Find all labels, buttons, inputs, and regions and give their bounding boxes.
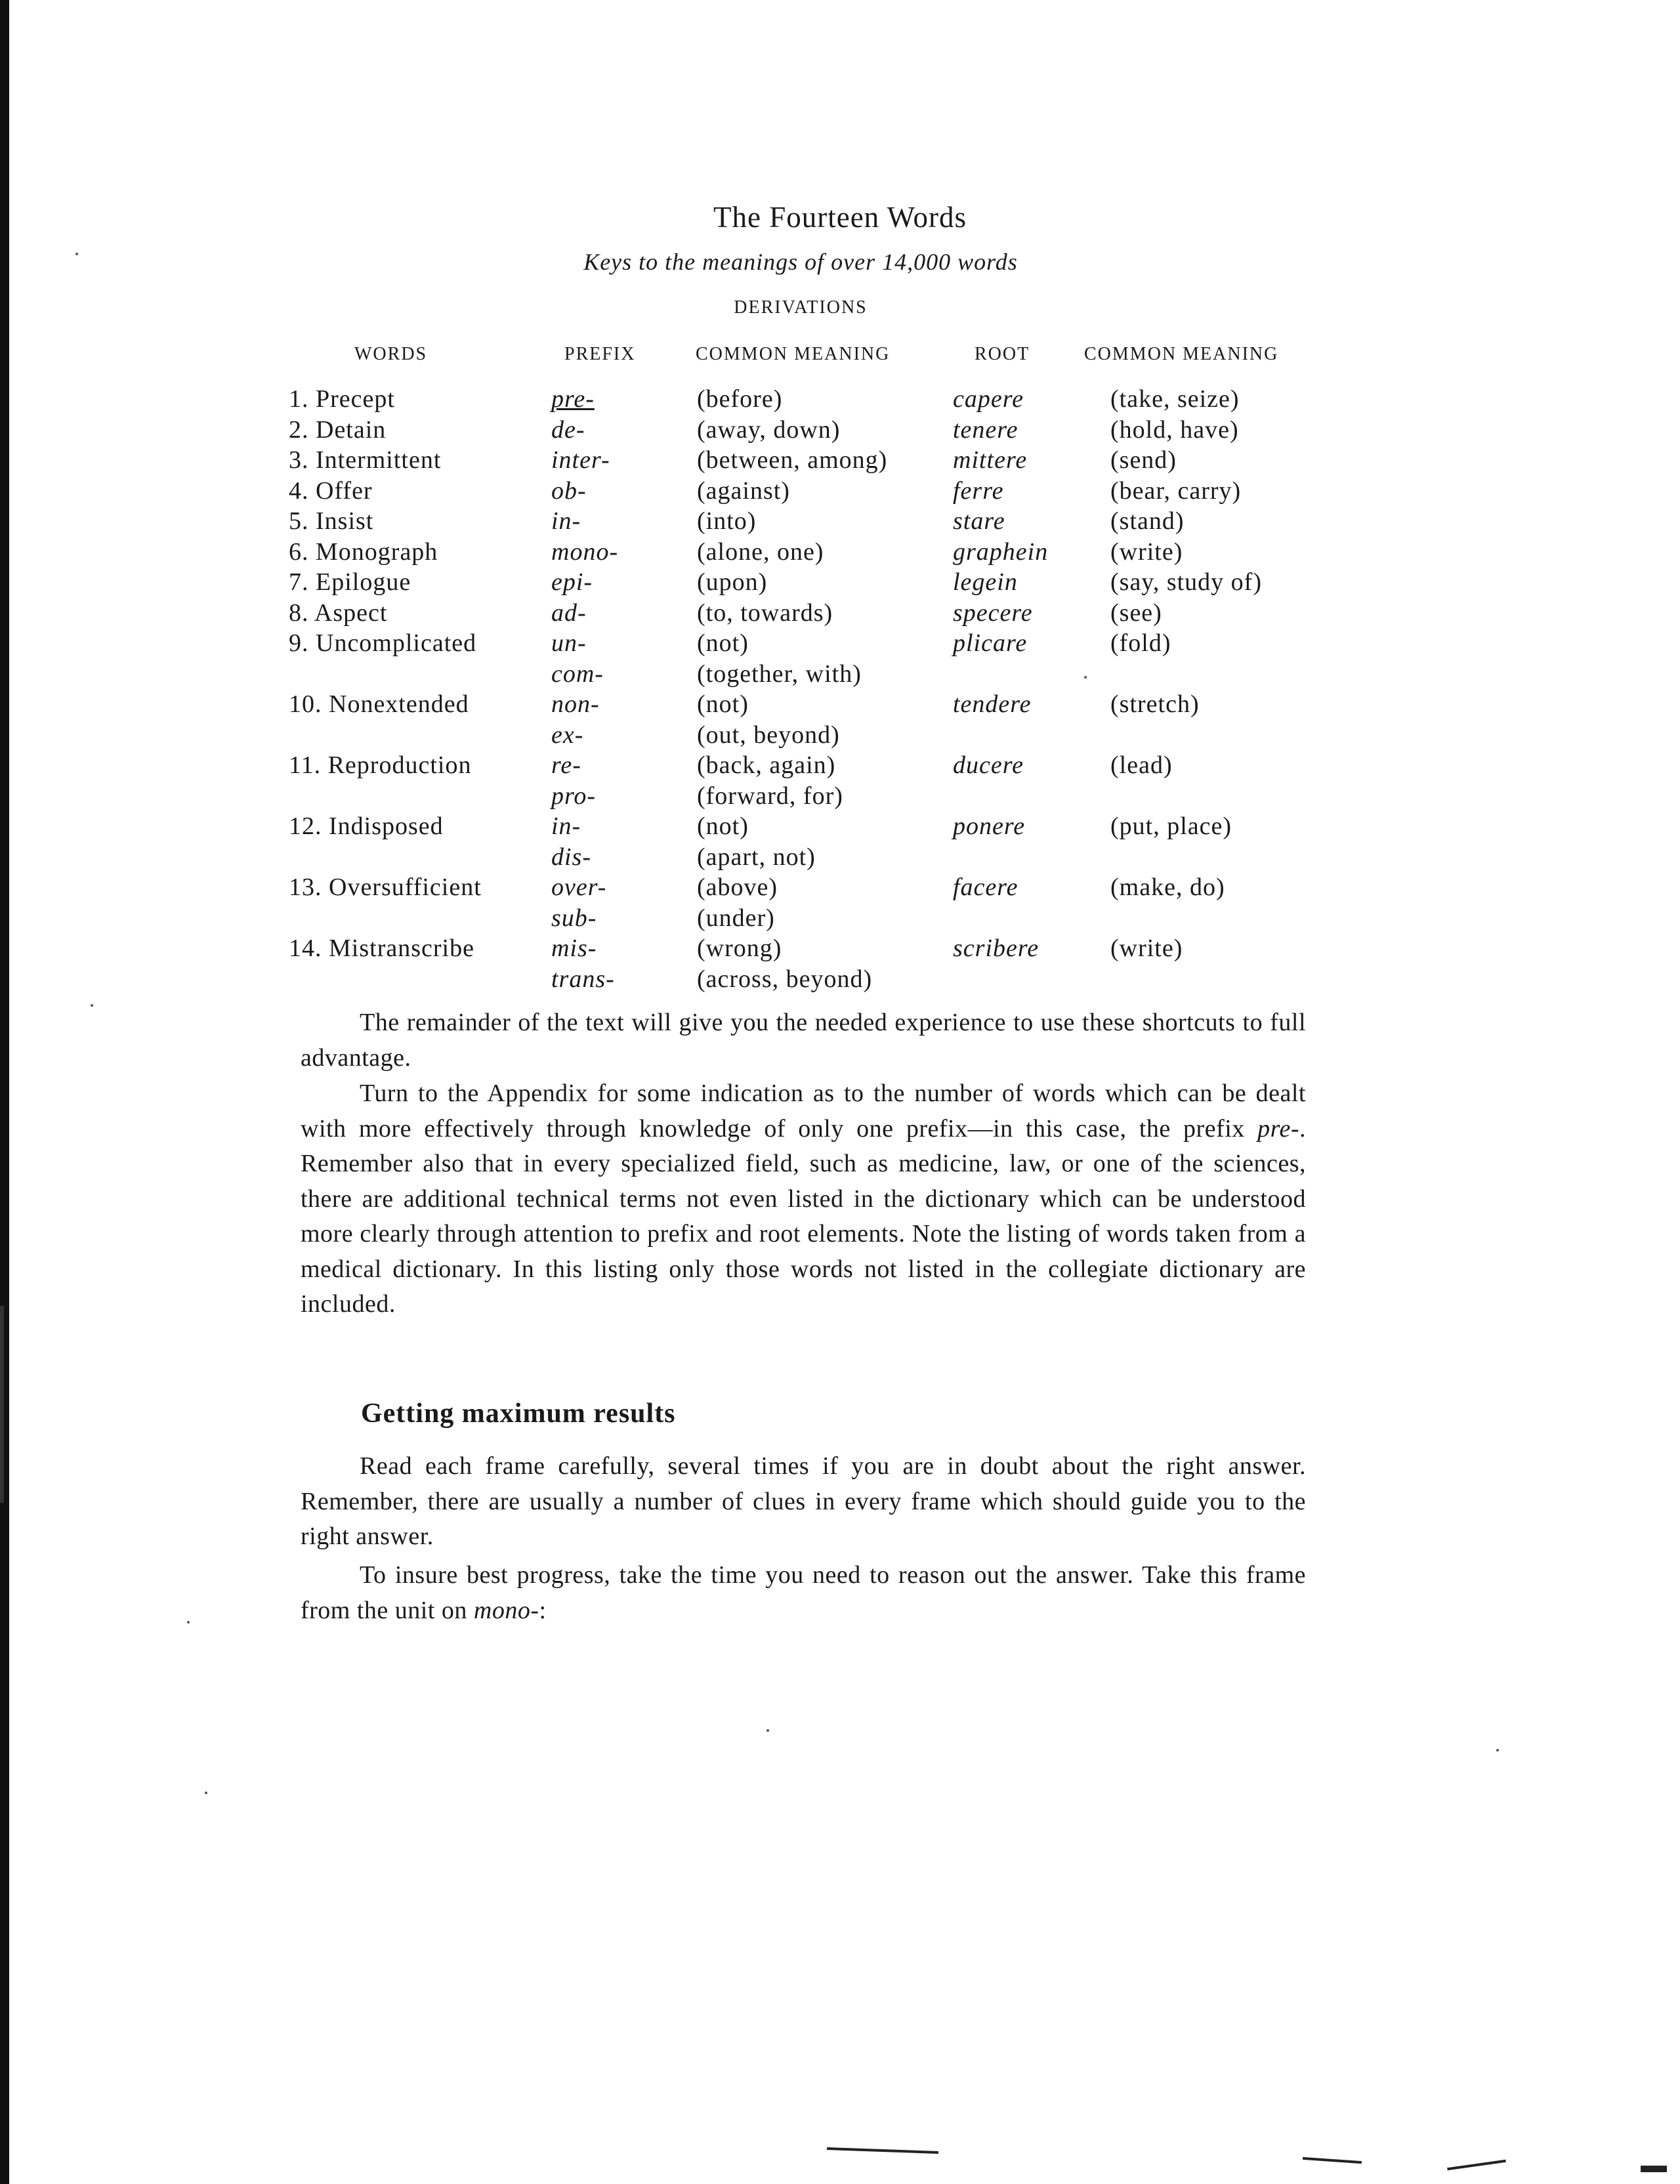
- word-cell: [289, 842, 551, 873]
- word-cell: 12. Indisposed: [289, 812, 444, 840]
- scan-edge-mark: [0, 1306, 4, 1503]
- prefix-meaning-cell: (not): [697, 629, 749, 657]
- scan-speck: [766, 1729, 769, 1732]
- scan-speck: [75, 253, 78, 255]
- root-cell: facere: [953, 873, 1018, 901]
- header-root-meaning: COMMON MEANING: [1084, 344, 1279, 364]
- scan-artifact-line: [1447, 2160, 1506, 2170]
- root-cell: ducere: [953, 751, 1024, 779]
- prefix-meaning-cell: (alone, one): [697, 537, 824, 566]
- root-meaning-cell: (send): [1110, 446, 1177, 474]
- root-cell: [953, 842, 1110, 873]
- paragraph-1-text: The remainder of the text will give you the needed experience to use these shortcuts to full advantage.: [301, 1009, 1306, 1072]
- word-cell: [289, 781, 551, 812]
- root-meaning-cell: [1110, 964, 1320, 995]
- root-meaning-cell: [1110, 903, 1320, 934]
- root-meaning-cell: (write): [1110, 537, 1183, 566]
- prefix-cell: com-: [551, 660, 604, 688]
- prefix-meaning-cell: (before): [697, 385, 783, 413]
- word-cell: 6. Monograph: [289, 537, 438, 566]
- paragraph-4-text: [301, 1558, 1306, 1628]
- scan-artifact-block: [1641, 2166, 1667, 2172]
- header-prefix-meaning: COMMON MEANING: [696, 344, 891, 364]
- root-cell: stare: [953, 507, 1005, 535]
- root-meaning-cell: (take, seize): [1110, 385, 1240, 413]
- prefix-meaning-cell: (above): [697, 873, 778, 901]
- root-meaning-cell: (hold, have): [1110, 415, 1239, 444]
- prefix-meaning-cell: (out, beyond): [697, 721, 840, 749]
- root-cell: specere: [953, 598, 1033, 627]
- derivations-label: DERIVATIONS: [734, 297, 868, 318]
- header-prefix: PREFIX: [564, 344, 636, 364]
- prefix-cell: dis-: [551, 843, 591, 871]
- root-cell: mittere: [953, 446, 1028, 474]
- table-row: [289, 933, 1320, 964]
- table-body: [289, 384, 1320, 994]
- paragraph-4-after: :: [539, 1596, 547, 1624]
- root-meaning-cell: [1110, 659, 1320, 690]
- root-cell: [953, 903, 1110, 934]
- header-words: WORDS: [354, 344, 428, 364]
- table-row: [289, 476, 1320, 507]
- word-cell: 2. Detain: [289, 415, 387, 444]
- word-cell: [289, 659, 551, 690]
- prefix-cell: sub-: [551, 904, 597, 932]
- paragraph-3-text: Read each frame carefully, several times if you are in doubt about the right answer. Remember, there are usually a number of clues in every frame which should guide you to the right answer.: [301, 1452, 1306, 1550]
- root-meaning-cell: [1110, 720, 1320, 751]
- prefix-meaning-cell: (away, down): [697, 415, 841, 444]
- root-cell: [953, 720, 1110, 751]
- word-cell: [289, 903, 551, 934]
- root-cell: [953, 659, 1110, 690]
- prefix-meaning-cell: (across, beyond): [697, 965, 873, 993]
- table-row: [289, 659, 1320, 690]
- root-cell: [953, 964, 1110, 995]
- table-row: [289, 537, 1320, 568]
- prefix-meaning-cell: (not): [697, 690, 749, 718]
- prefix-cell: mono-: [551, 537, 619, 566]
- table-row: [289, 415, 1320, 446]
- prefix-cell: mis-: [551, 934, 597, 962]
- table-row: [289, 628, 1320, 659]
- word-cell: 7. Epilogue: [289, 568, 411, 596]
- root-meaning-cell: (bear, carry): [1110, 476, 1242, 505]
- word-cell: 5. Insist: [289, 507, 374, 535]
- table-row: [289, 872, 1320, 903]
- root-meaning-cell: (write): [1110, 934, 1183, 962]
- prefix-meaning-cell: (forward, for): [697, 782, 843, 810]
- word-cell: 4. Offer: [289, 476, 373, 505]
- prefix-cell: un-: [551, 629, 587, 657]
- word-cell: 8. Aspect: [289, 598, 388, 627]
- prefix-meaning-cell: (not): [697, 812, 749, 840]
- word-cell: 14. Mistranscribe: [289, 934, 474, 962]
- table-row: [289, 384, 1320, 415]
- root-meaning-cell: (say, study of): [1110, 568, 1262, 596]
- table-row: [289, 781, 1320, 812]
- prefix-cell: pre-: [551, 385, 595, 413]
- page-title: The Fourteen Words: [713, 201, 967, 234]
- scan-speck: [91, 1004, 93, 1007]
- fourteen-words-table: [289, 384, 1320, 994]
- prefix-meaning-cell: (wrong): [697, 934, 782, 962]
- scan-edge-bar: [0, 0, 9, 2184]
- prefix-meaning-cell: (against): [697, 476, 790, 505]
- table-row: [289, 964, 1320, 995]
- section-heading: Getting maximum results: [361, 1398, 676, 1429]
- root-meaning-cell: (fold): [1110, 629, 1171, 657]
- prefix-cell: trans-: [551, 965, 615, 993]
- table-row: [289, 506, 1320, 537]
- root-cell: ponere: [953, 812, 1026, 840]
- word-cell: 1. Precept: [289, 385, 395, 413]
- scan-speck: [187, 1621, 190, 1624]
- scan-artifact-line: [827, 2147, 938, 2154]
- prefix-cell: ad-: [551, 598, 587, 627]
- prefix-meaning-cell: (upon): [697, 568, 768, 596]
- prefix-meaning-cell: (between, among): [697, 446, 888, 474]
- word-cell: 13. Oversufficient: [289, 873, 482, 901]
- prefix-cell: in-: [551, 812, 581, 840]
- table-row: [289, 842, 1320, 873]
- prefix-cell: pro-: [551, 782, 597, 810]
- root-meaning-cell: [1110, 781, 1320, 812]
- root-cell: scribere: [953, 934, 1040, 962]
- page-subtitle: Keys to the meanings of over 14,000 words: [583, 249, 1018, 275]
- root-cell: graphein: [953, 537, 1049, 566]
- prefix-cell: ob-: [551, 476, 587, 505]
- word-cell: 9. Uncomplicated: [289, 629, 477, 657]
- root-cell: ferre: [953, 476, 1004, 505]
- table-row: [289, 750, 1320, 781]
- root-cell: [953, 781, 1110, 812]
- word-cell: 11. Reproduction: [289, 751, 472, 779]
- root-meaning-cell: (stand): [1110, 507, 1185, 535]
- scan-artifact-line: [1303, 2157, 1362, 2164]
- paragraph-2-text: [301, 1076, 1306, 1322]
- root-cell: tenere: [953, 415, 1018, 444]
- prefix-cell: over-: [551, 873, 607, 901]
- table-row: [289, 811, 1320, 842]
- root-meaning-cell: (stretch): [1110, 690, 1200, 718]
- prefix-meaning-cell: (into): [697, 507, 757, 535]
- prefix-cell: re-: [551, 751, 581, 779]
- prefix-cell: ex-: [551, 721, 584, 749]
- prefix-meaning-cell: (back, again): [697, 751, 836, 779]
- prefix-meaning-cell: (apart, not): [697, 843, 816, 871]
- prefix-cell: in-: [551, 507, 581, 535]
- word-cell: [289, 720, 551, 751]
- root-meaning-cell: (put, place): [1110, 812, 1232, 840]
- scan-speck: [1496, 1749, 1499, 1752]
- paragraph-2-after: . Remember also that in every specialized field, such as medicine, law, or one of the sciences, there are additional technical terms not even listed in the dictionary which can be understood more clearly through attention to prefix and root elements. Note the listing of words taken from a medical dictionary. In this listing only those words not listed in the collegiate dictionary are included.: [301, 1114, 1306, 1318]
- paragraph-4-italic: mono-: [473, 1596, 539, 1624]
- prefix-cell: epi-: [551, 568, 593, 596]
- root-cell: tendere: [953, 690, 1032, 718]
- scan-speck: [205, 1792, 207, 1794]
- root-meaning-cell: (see): [1110, 598, 1162, 627]
- root-meaning-cell: (make, do): [1110, 873, 1225, 901]
- root-meaning-cell: (lead): [1110, 751, 1173, 779]
- paragraph-read-frame: [301, 1449, 1306, 1555]
- paragraph-progress: [301, 1558, 1306, 1628]
- root-cell: plicare: [953, 629, 1028, 657]
- root-meaning-cell: [1110, 842, 1320, 873]
- paragraph-appendix: [301, 1076, 1306, 1322]
- paragraph-2-italic: pre-: [1257, 1114, 1299, 1143]
- table-row: [289, 598, 1320, 629]
- prefix-cell: non-: [551, 690, 600, 718]
- word-cell: [289, 964, 551, 995]
- paragraph-remainder: [301, 1005, 1306, 1076]
- table-row: [289, 720, 1320, 751]
- root-cell: capere: [953, 385, 1024, 413]
- prefix-meaning-cell: (to, towards): [697, 598, 833, 627]
- word-cell: 10. Nonextended: [289, 690, 469, 718]
- word-cell: 3. Intermittent: [289, 446, 442, 474]
- prefix-cell: de-: [551, 415, 585, 444]
- paragraph-2-before: Turn to the Appendix for some indication as to the number of words which can be dealt with more effectively through knowledge of only one prefix—in this case, the prefix: [301, 1080, 1306, 1143]
- scan-speck: [1084, 676, 1087, 679]
- table-row: [289, 903, 1320, 934]
- prefix-meaning-cell: (together, with): [697, 660, 862, 688]
- table-row: [289, 689, 1320, 720]
- table-row: [289, 567, 1320, 598]
- root-cell: legein: [953, 568, 1018, 596]
- prefix-meaning-cell: (under): [697, 904, 775, 932]
- prefix-cell: inter-: [551, 446, 610, 474]
- table-row: [289, 445, 1320, 476]
- header-root: ROOT: [975, 344, 1030, 364]
- paragraph-4-before: To insure best progress, take the time you need to reason out the answer. Take this frame from the unit on: [301, 1561, 1306, 1624]
